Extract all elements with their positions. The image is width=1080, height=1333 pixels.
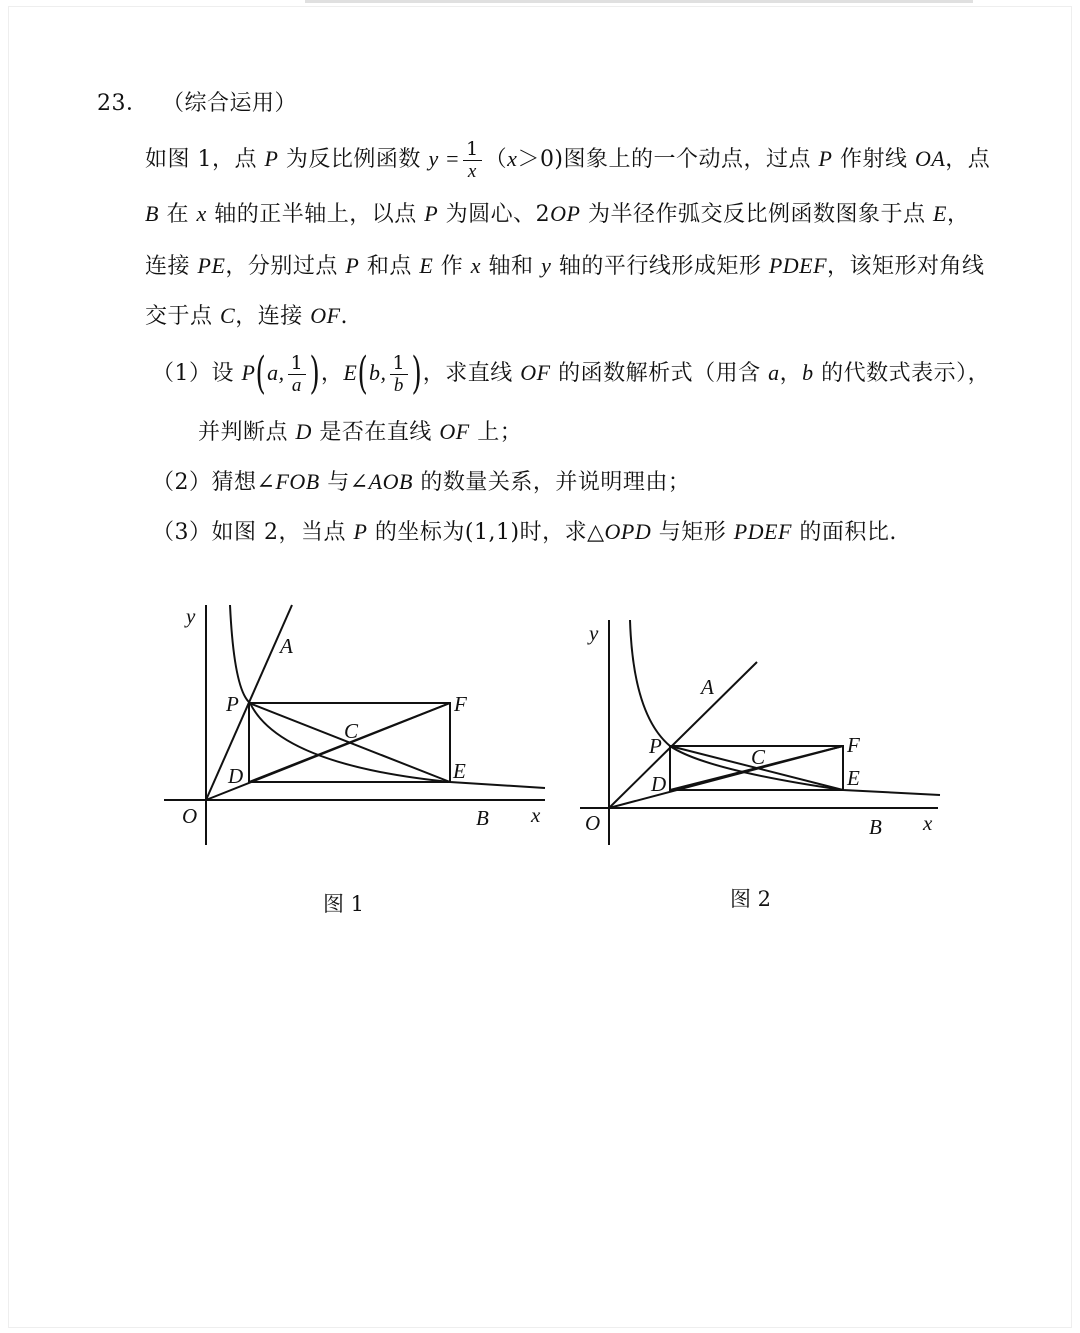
question-3: （3）如图 2，当点 P 的坐标为(1,1)时，求△OPD 与矩形 PDEF 的面积比. bbox=[152, 519, 897, 545]
segment-OF bbox=[609, 746, 843, 808]
intro-line-3: 连接 PE，分别过点 P 和点 E 作 x 轴和 y 轴的平行线形成矩形 PDEF，该矩形对角线 bbox=[145, 253, 985, 279]
label-B: B bbox=[476, 806, 489, 830]
figure-2 bbox=[575, 610, 955, 854]
label-x: x bbox=[923, 811, 933, 835]
hyperbola-curve bbox=[230, 605, 545, 788]
question-2: （2）猜想∠FOB 与∠AOB 的数量关系，并说明理由； bbox=[152, 469, 691, 495]
fraction-1-over-x: $\frac{1}{x}$ bbox=[463, 138, 482, 183]
intro-line-1: 如图 1，点 P 为反比例函数 y = $\frac{1}{x}$ （x＞0)图象上的一个动点，过点 P 作射线 OA，点 bbox=[145, 137, 991, 182]
label-O: O bbox=[585, 811, 601, 835]
label-y: y bbox=[589, 621, 599, 645]
label-x: x bbox=[531, 803, 541, 827]
hyperbola-curve bbox=[630, 620, 940, 795]
top-scan-edge bbox=[305, 0, 973, 3]
label-F: F bbox=[847, 733, 860, 757]
question-1-line-2: 并判断点 D 是否在直线 OF 上； bbox=[198, 419, 523, 445]
problem-number: 23． bbox=[97, 91, 149, 116]
figure-1-caption: 图 1 bbox=[323, 892, 365, 916]
problem-tag: （综合运用） bbox=[162, 91, 298, 116]
fraction-1-over-b: $\frac{1}{b}$ bbox=[390, 352, 409, 397]
label-C: C bbox=[344, 719, 359, 743]
label-A: A bbox=[280, 634, 293, 658]
label-A: A bbox=[701, 675, 714, 699]
label-E: E bbox=[453, 759, 466, 783]
fraction-1-over-a: $\frac{1}{a}$ bbox=[288, 352, 307, 397]
label-D: D bbox=[651, 772, 667, 796]
label-P: P bbox=[226, 692, 239, 716]
label-E: E bbox=[847, 766, 860, 790]
problem-heading bbox=[97, 90, 297, 118]
intro-line-4: 交于点 C，连接 OF. bbox=[145, 303, 349, 329]
label-C: C bbox=[751, 745, 766, 769]
label-D: D bbox=[228, 764, 244, 788]
label-O: O bbox=[182, 804, 198, 828]
label-B: B bbox=[869, 815, 882, 839]
label-P: P bbox=[649, 734, 662, 758]
figure-1 bbox=[160, 595, 560, 859]
label-F: F bbox=[454, 692, 467, 716]
intro-line-2: B 在 x 轴的正半轴上，以点 P 为圆心、2OP 为半径作弧交反比例函数图象于点 E， bbox=[145, 201, 970, 227]
question-1-line-1: （1）设 P(a, $\frac{1}{a}$ )，E(b, $\frac{1}{b}$ )，求直线 OF 的函数解析式（用含 a，b 的代数式表示）， bbox=[152, 348, 991, 399]
label-y: y bbox=[186, 604, 196, 628]
figure-2-caption: 图 2 bbox=[730, 887, 772, 911]
